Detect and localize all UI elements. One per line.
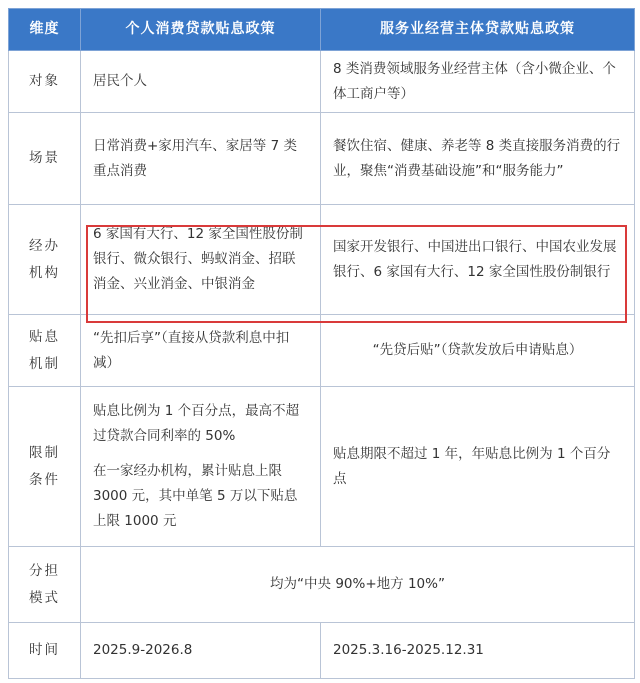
service-cell: 餐饮住宿、健康、养老等 8 类直接服务消费的行业，聚焦“消费基础设施”和“服务能力”	[321, 113, 635, 205]
restriction-paragraph: 在一家经办机构，累计贴息上限 3000 元，其中单笔 5 万以下贴息上限 1000 元	[93, 463, 298, 529]
personal-cell: 2025.9-2026.8	[81, 623, 321, 679]
dimension-label: 模式	[29, 589, 60, 606]
dimension-cell	[9, 205, 81, 315]
dimension-cell	[9, 547, 81, 623]
personal-cell: 6 家国有大行、12 家全国性股份制银行、微众银行、蚂蚁消金、招联消金、兴业消金、中银消金	[81, 205, 321, 315]
service-cell: 贴息期限不超过 1 年，年贴息比例为 1 个百分点	[321, 387, 635, 547]
service-cell: 2025.3.16-2025.12.31	[321, 623, 635, 679]
personal-cell: 日常消费+家用汽车、家居等 7 类重点消费	[81, 113, 321, 205]
row-sharing	[9, 547, 635, 623]
row-target	[9, 51, 635, 113]
header-dimension: 维度	[9, 9, 81, 51]
dimension-cell	[9, 623, 81, 679]
row-mechanism	[9, 315, 635, 387]
dimension-label: 对象	[29, 73, 60, 89]
personal-cell	[81, 387, 321, 547]
row-restrictions	[9, 387, 635, 547]
dimension-cell	[9, 51, 81, 113]
restriction-paragraph: 贴息比例为 1 个百分点，最高不超过贷款合同利率的 50%	[93, 403, 300, 444]
dimension-cell	[9, 315, 81, 387]
dimension-label: 场景	[29, 150, 60, 166]
dimension-label: 条件	[29, 471, 60, 488]
dimension-label: 机制	[29, 355, 60, 372]
dimension-cell	[9, 113, 81, 205]
header-row	[9, 9, 635, 51]
personal-cell: 居民个人	[81, 51, 321, 113]
row-scenario	[9, 113, 635, 205]
dimension-label: 经办	[29, 237, 60, 254]
dimension-label: 贴息	[29, 328, 60, 345]
dimension-label: 限制	[29, 444, 60, 461]
personal-cell: “先扣后享”（直接从贷款利息中扣减）	[81, 315, 321, 387]
dimension-label: 机构	[29, 264, 60, 281]
service-cell: “先贷后贴”（贷款发放后申请贴息）	[321, 315, 635, 387]
row-institutions	[9, 205, 635, 315]
header-personal-policy: 个人消费贷款贴息政策	[81, 9, 321, 51]
row-time	[9, 623, 635, 679]
dimension-cell	[9, 387, 81, 547]
service-cell: 8 类消费领域服务业经营主体（含小微企业、个体工商户等）	[321, 51, 635, 113]
service-cell: 国家开发银行、中国进出口银行、中国农业发展银行、6 家国有大行、12 家全国性股份制银行	[321, 205, 635, 315]
dimension-label: 时间	[29, 642, 60, 658]
dimension-label: 分担	[29, 562, 60, 579]
header-service-policy: 服务业经营主体贷款贴息政策	[321, 9, 635, 51]
shared-cell: 均为“中央 90%+地方 10%”	[81, 547, 635, 623]
policy-table	[8, 8, 635, 679]
